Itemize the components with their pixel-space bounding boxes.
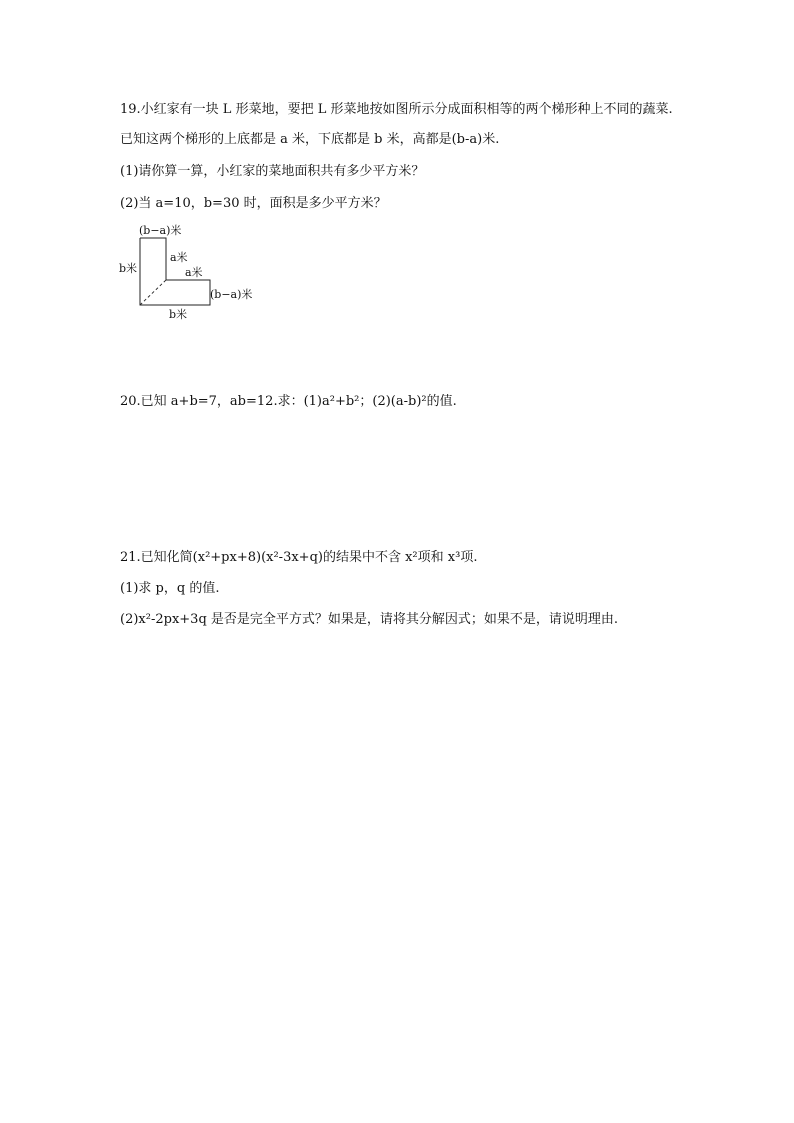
label-left-b: b米: [119, 262, 138, 275]
label-top-b-minus-a: (b−a)米: [139, 224, 182, 237]
q19-part1: (1)请你算一算，小红家的菜地面积共有多少平方米？: [120, 164, 425, 179]
label-right-b-minus-a: (b−a)米: [210, 288, 253, 301]
q21-stem: 21.已知化简(x²+px+8)(x²-3x+q)的结果中不含 x²项和 x³项.: [120, 550, 478, 565]
label-upper-a: a米: [170, 251, 188, 264]
q19-part2: (2)当 a=10，b=30 时，面积是多少平方米？: [120, 196, 387, 211]
q20-stem: 20.已知 a+b=7，ab=12.求：(1)a²+b²；(2)(a-b)²的值.: [120, 394, 457, 409]
q19-stem-line2: 已知这两个梯形的上底都是 a 米，下底都是 b 米，高都是(b-a)米.: [120, 132, 500, 147]
label-bottom-b: b米: [169, 308, 188, 321]
l-shape-figure: [112, 218, 272, 323]
q21-part2: (2)x²-2px+3q 是否是完全平方式？如果是，请将其分解因式；如果不是，请说明理由.: [120, 612, 619, 627]
label-lower-a: a米: [185, 266, 203, 279]
q21-part1: (1)求 p，q 的值.: [120, 581, 220, 596]
q19-stem-line1: 19.小红家有一块 L 形菜地，要把 L 形菜地按如图所示分成面积相等的两个梯形种上不同的蔬菜.: [120, 102, 673, 117]
dashed-diagonal: [140, 280, 166, 305]
